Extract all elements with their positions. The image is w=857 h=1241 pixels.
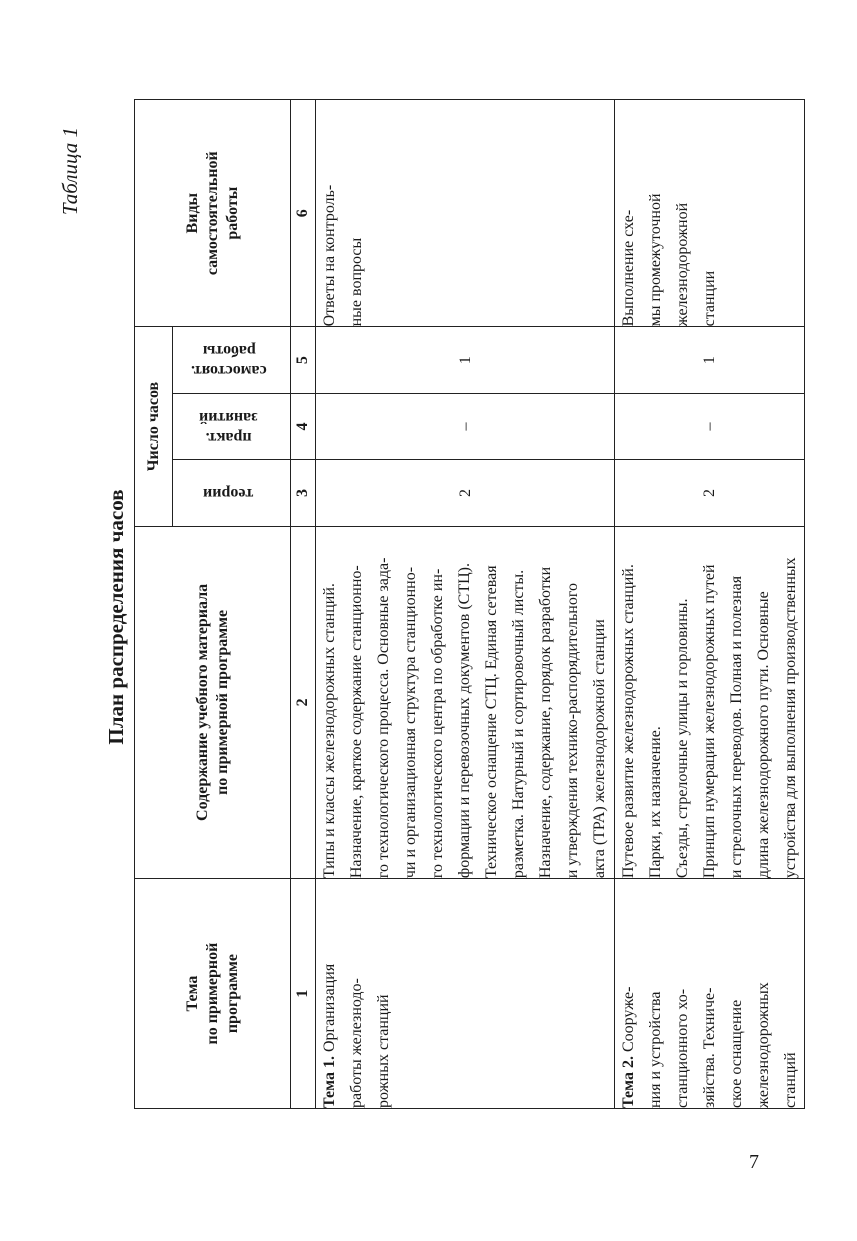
theory-hours: 2 [316, 460, 615, 526]
content-line: акта (ТРА) железнодорожной станции [591, 619, 608, 879]
topic-text: ское оснащение [728, 999, 745, 1108]
content-line: Назначение, содержание, порядок разработки [537, 566, 554, 879]
header-self-work: Виды самостоятельной работы [135, 100, 291, 327]
content-line: го технологического центра по обработке ин- [429, 568, 446, 879]
theory-hours: 2 [615, 460, 805, 526]
self-hours: 1 [316, 327, 615, 393]
self-work-line: Выполнение схе- [620, 209, 637, 327]
topic-text: рожных станций [375, 994, 392, 1108]
content-line: формации и перевозочных документов (СТЦ). [456, 562, 473, 879]
topic-text: станционного хо- [674, 988, 691, 1108]
topic-text: работы железнодо- [348, 978, 365, 1108]
practice-hours: – [615, 393, 805, 459]
header-hours: Число часов [135, 327, 173, 526]
topic-text: зяйства. Техниче- [701, 987, 718, 1108]
content-line: разметка. Натурный и сортировочный листы. [510, 569, 527, 879]
content-line: длина железнодорожного пути. Основные [755, 591, 772, 879]
topic-text: ния и устройства [647, 991, 664, 1108]
header-theory: теории [173, 460, 291, 526]
header-topic: Тема по примерной программе [135, 879, 291, 1109]
topic-text: станций [782, 1052, 799, 1108]
rotated-page [52, 117, 799, 1117]
content-cell [316, 526, 615, 878]
page-title: План распределения часов [104, 489, 128, 745]
self-work-line: ные вопросы [348, 237, 365, 327]
content-line: Парки, их назначение. [647, 726, 664, 879]
content-line: чи и организационная структура станционно- [402, 566, 419, 879]
topic-text: железнодорожных [755, 982, 772, 1108]
column-number: 5 [291, 327, 316, 393]
topic-text: Сооруже- [620, 986, 637, 1057]
header-practice: практ. занятий [173, 393, 291, 459]
table-caption: Таблица 1 [58, 127, 82, 216]
table-row [316, 100, 615, 1109]
content-line: Путевое развитие железнодорожных станций. [620, 564, 637, 879]
topic-number: Тема 2. [620, 1056, 637, 1108]
content-line: Принцип нумерации железнодорожных путей [701, 564, 718, 879]
self-work-line: Ответы на контроль- [321, 184, 338, 327]
content-line: Назначение, краткое содержание станционно- [348, 565, 365, 879]
content-line: го технологического процесса. Основные зада- [375, 557, 392, 879]
content-line: и стрелочных переводов. Полная и полезная [728, 575, 745, 879]
topic-cell [316, 879, 615, 1109]
practice-hours: – [316, 393, 615, 459]
content-cell [615, 526, 805, 878]
topic-text: Организация [321, 963, 338, 1057]
content-line: Типы и классы железнодорожных станций. [321, 583, 338, 879]
topic-cell [615, 879, 805, 1109]
self-work-line: мы промежуточной [647, 193, 664, 327]
self-work-line: станции [701, 270, 718, 327]
header-self: самостоят. работы [173, 327, 291, 393]
header-content: Содержание учебного материала по примерной программе [135, 526, 291, 878]
topic-number: Тема 1. [321, 1056, 338, 1108]
self-work-cell [615, 100, 805, 327]
content-line: и утверждения технико-распорядительного [564, 583, 581, 879]
content-line: Техническое оснащение СТЦ. Единая сетевая [483, 565, 500, 879]
column-number: 6 [291, 100, 316, 327]
column-number-row [291, 100, 316, 1109]
self-work-cell [316, 100, 615, 327]
column-number: 1 [291, 879, 316, 1109]
table-row [615, 100, 805, 1109]
content-line: устройства для выполнения производственных [782, 557, 799, 879]
content-line: Съезды, стрелочные улицы и горловины. [674, 598, 691, 879]
hours-distribution-table [134, 99, 805, 1109]
column-number: 2 [291, 526, 316, 878]
self-work-line: железнодорожной [674, 202, 691, 327]
column-number: 4 [291, 393, 316, 459]
self-hours: 1 [615, 327, 805, 393]
column-number: 3 [291, 460, 316, 526]
page-number: 7 [749, 1151, 759, 1173]
